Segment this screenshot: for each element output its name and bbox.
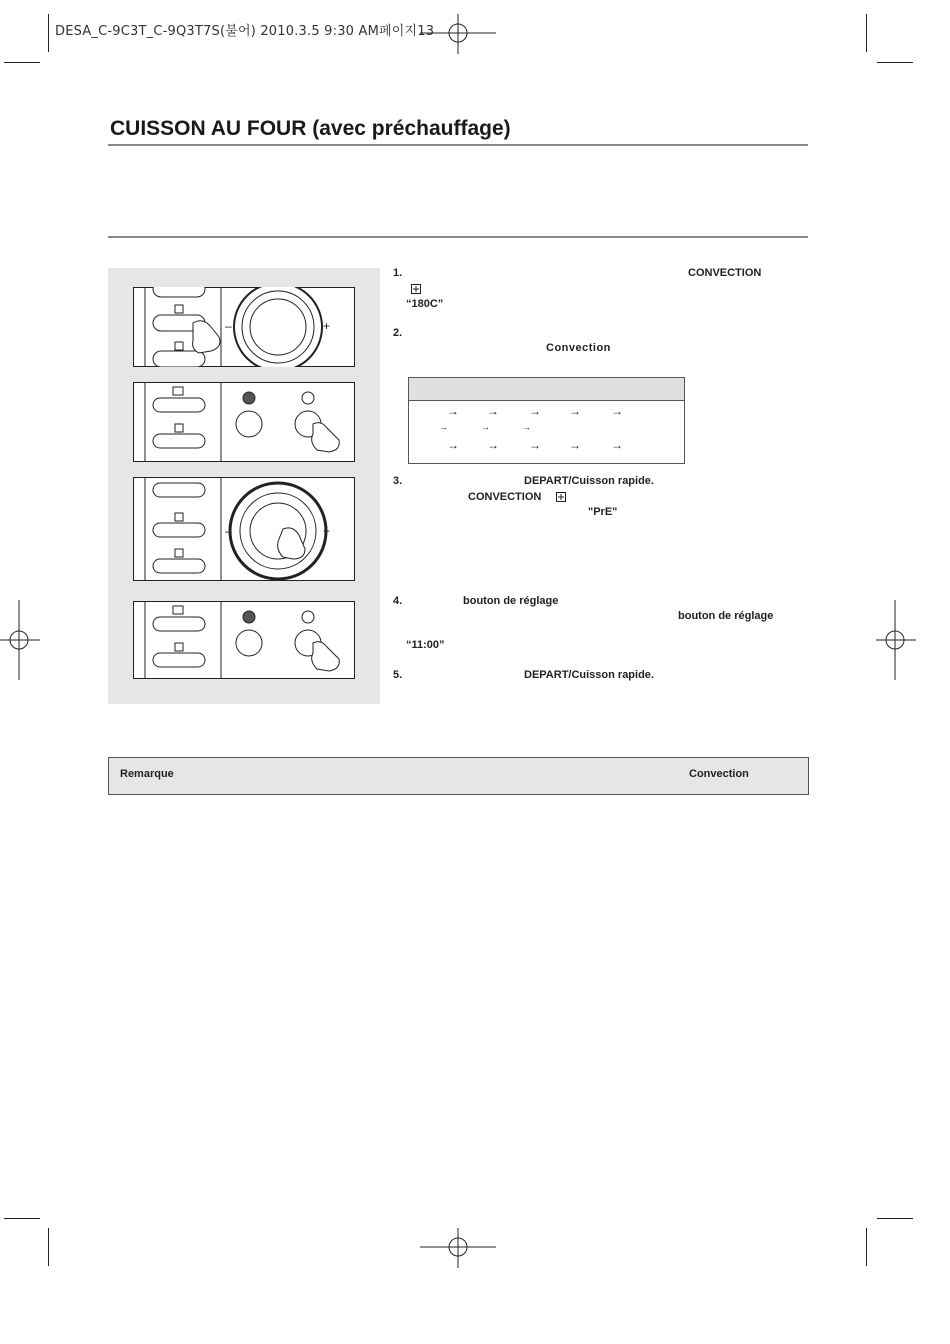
dial-minus-sign: – [225, 524, 232, 538]
arrow-icon: → [569, 404, 581, 418]
dial-plus-sign: + [323, 319, 331, 333]
page-title: CUISSON AU FOUR (avec préchauffage) [110, 117, 511, 140]
arrow-icon: → [611, 438, 623, 452]
note-box [108, 757, 809, 795]
section-rule [108, 236, 808, 238]
step-1-text-convection: CONVECTION [688, 267, 762, 279]
arrow-icon: → [487, 438, 499, 452]
step-4-text-bouton-2: bouton de réglage [678, 610, 774, 622]
registration-mark-bottom [420, 1228, 496, 1268]
step-3-text-depart: DEPART/Cuisson rapide. [524, 475, 654, 487]
table-header [409, 378, 684, 401]
arrow-icon: → [522, 422, 531, 432]
dial-minus-sign: – [225, 319, 232, 333]
step-3-text-pre: "PrE" [588, 506, 618, 518]
control-panel-illustration-4 [133, 601, 355, 679]
step-4-text-time: “11:00” [406, 639, 445, 651]
convection-icon [556, 492, 566, 502]
control-panel-illustration-3 [133, 477, 355, 581]
registration-mark-left [0, 600, 40, 680]
step-3-text-convection: CONVECTION [468, 491, 542, 503]
file-info-header: DESA_C-9C3T_C-9Q3T7S(불어) 2010.3.5 9:30 AM페이지13 [55, 24, 435, 39]
step-2-number: 2. [393, 327, 403, 339]
step-5-number: 5. [393, 669, 403, 681]
arrow-icon: → [447, 404, 459, 418]
control-panel-illustration-2 [133, 382, 355, 462]
convection-icon [411, 284, 421, 294]
dial-plus-sign: + [323, 524, 331, 538]
temperature-table [408, 377, 685, 464]
registration-mark-top [420, 14, 496, 54]
step-1-number: 1. [393, 267, 403, 279]
step-5-text-depart: DEPART/Cuisson rapide. [524, 669, 654, 681]
step-1-text-temp: “180C” [406, 298, 444, 310]
note-text: Convection [689, 768, 749, 780]
registration-mark-right [876, 600, 916, 680]
arrow-icon: → [487, 404, 499, 418]
control-panel-illustration-1 [133, 287, 355, 367]
arrow-icon: → [447, 438, 459, 452]
step-4-number: 4. [393, 595, 403, 607]
step-2-text-convection: Convection [546, 342, 611, 354]
arrow-icon: → [611, 404, 623, 418]
arrow-icon: → [529, 404, 541, 418]
arrow-icon: → [439, 422, 448, 432]
step-4-text-bouton: bouton de réglage [463, 595, 559, 607]
arrow-icon: → [569, 438, 581, 452]
title-rule [108, 144, 808, 146]
arrow-icon: → [529, 438, 541, 452]
note-label: Remarque [120, 768, 174, 780]
step-3-number: 3. [393, 475, 403, 487]
arrow-icon: → [481, 422, 490, 432]
